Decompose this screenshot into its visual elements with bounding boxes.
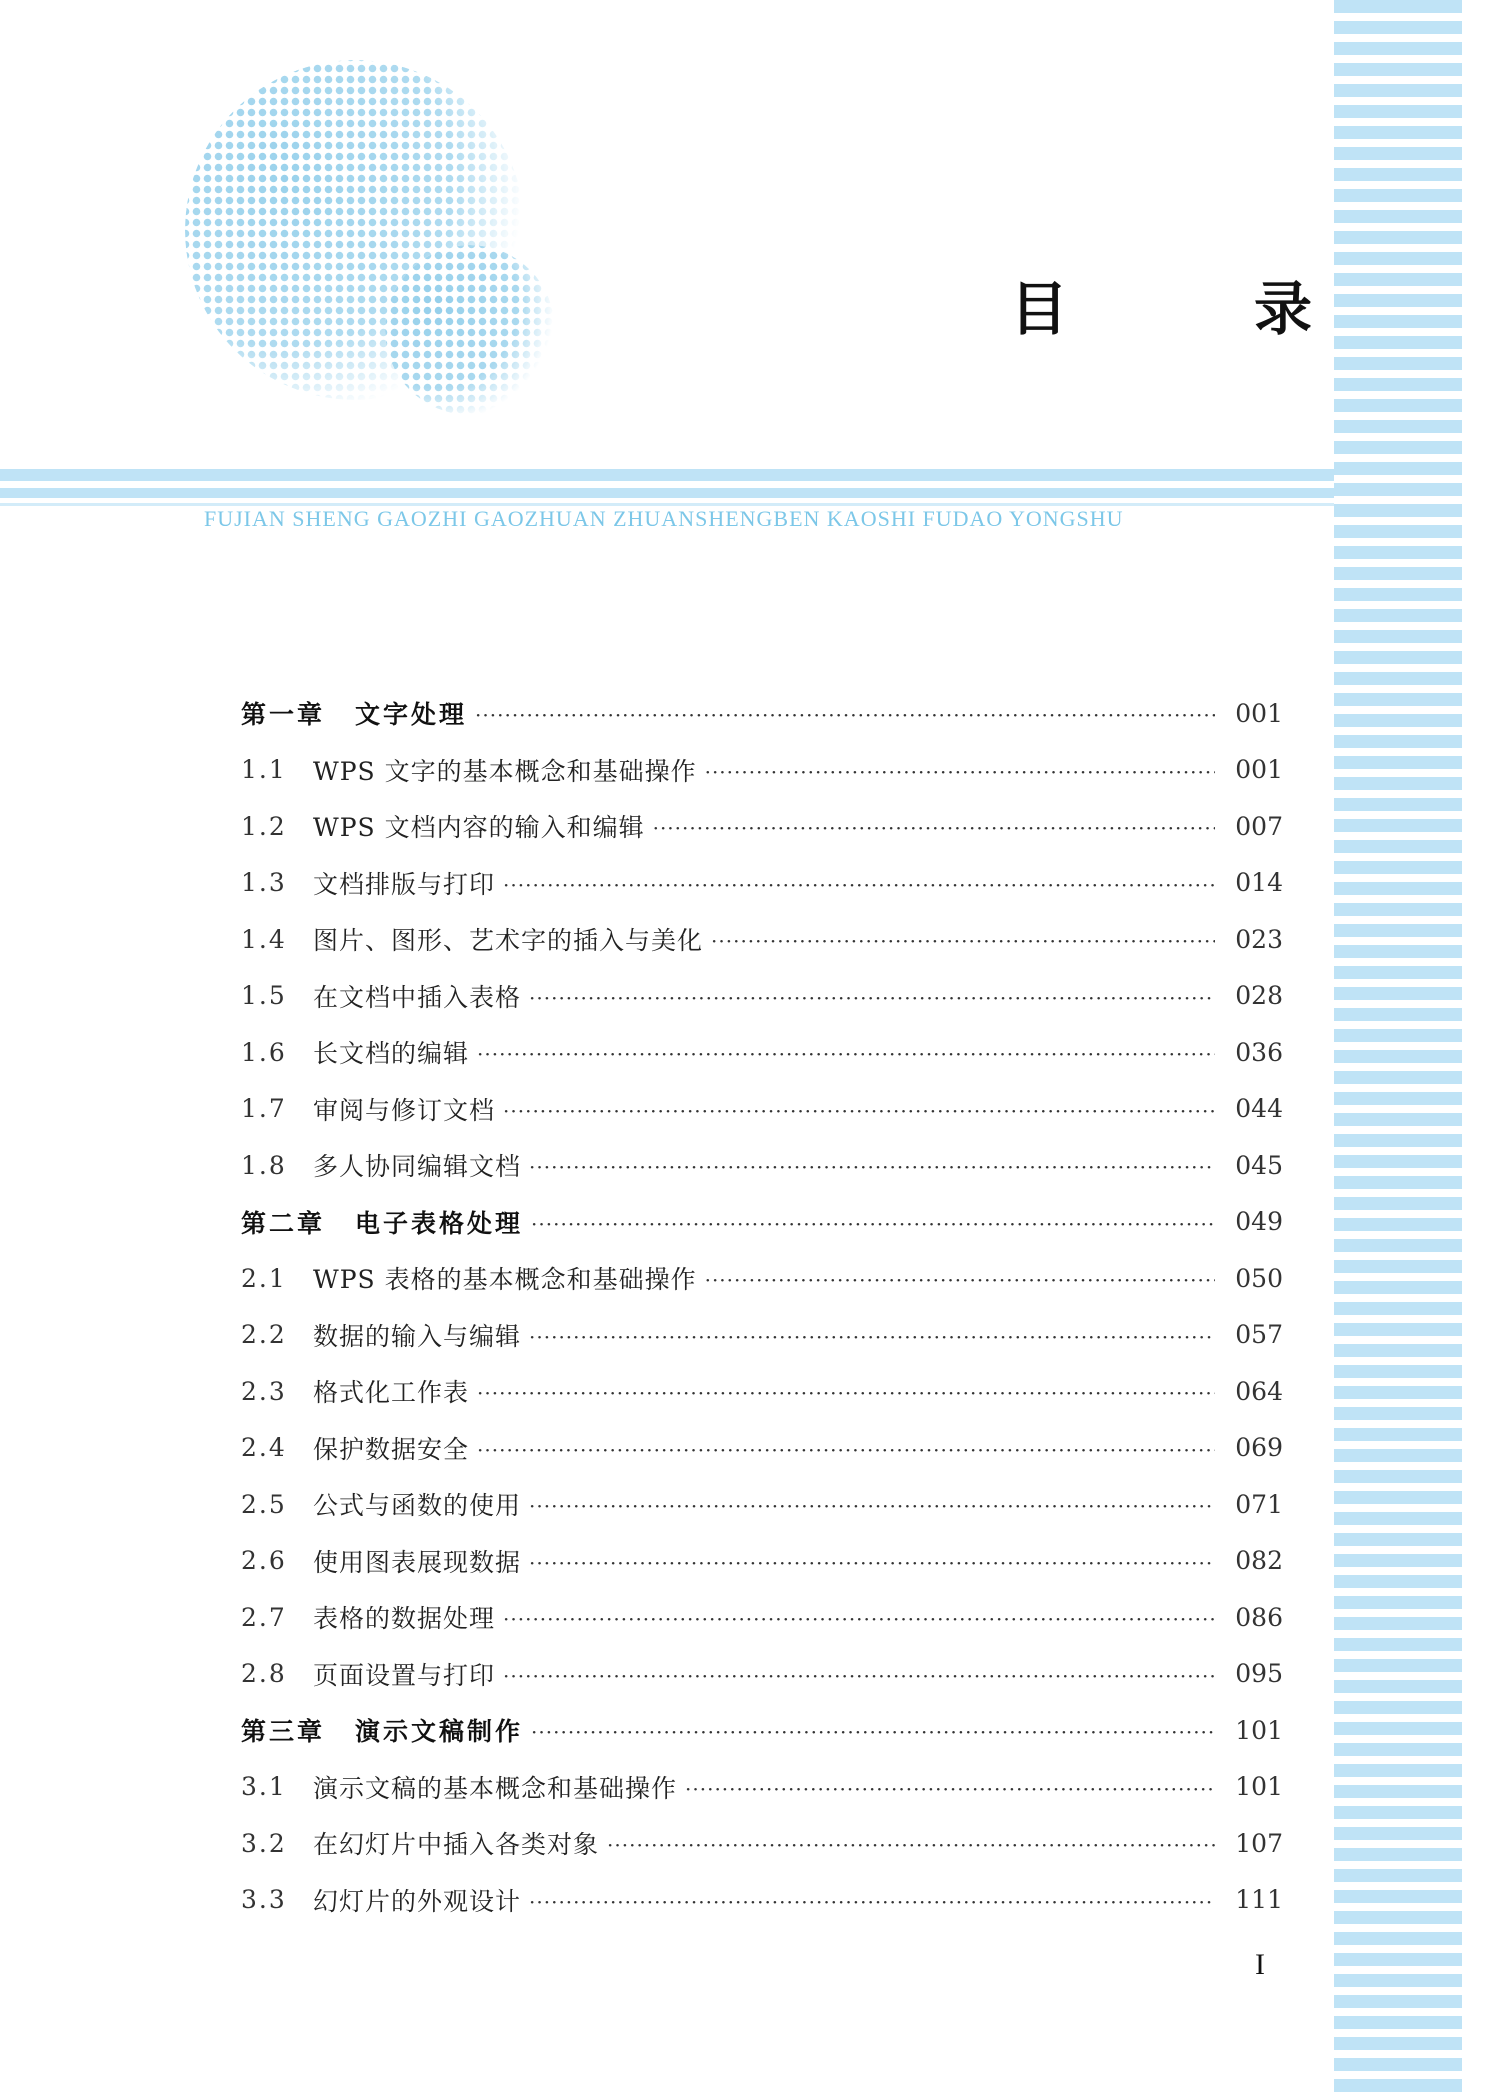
toc-page-number: 049 — [1235, 1207, 1283, 1237]
toc-section-row[interactable] — [241, 1363, 1283, 1420]
toc-chapter-row[interactable] — [241, 1702, 1283, 1759]
section-title: 保护数据安全 — [313, 1434, 470, 1464]
toc-page-number: 082 — [1235, 1546, 1283, 1576]
toc-section-row[interactable] — [241, 1081, 1283, 1138]
page-number: I — [1255, 1948, 1265, 1981]
toc-page-number: 086 — [1235, 1602, 1283, 1632]
section-number: 1.4 — [241, 924, 287, 954]
leader-dots — [529, 1890, 1215, 1914]
chapter-number: 第一章 — [241, 700, 326, 730]
leader-dots — [705, 1268, 1215, 1292]
section-title: 幻灯片的外观设计 — [313, 1886, 522, 1916]
leader-dots — [503, 1607, 1215, 1631]
section-title: WPS 表格的基本概念和基础操作 — [313, 1265, 697, 1295]
toc-page-number: 045 — [1235, 1150, 1283, 1180]
page-title: 目 录 — [1010, 275, 1377, 343]
toc-page-number: 064 — [1235, 1376, 1283, 1406]
series-subtitle: FUJIAN SHENG GAOZHI GAOZHUAN ZHUANSHENGBEN KAOSHI FUDAO YONGSHU — [204, 506, 1124, 531]
leader-dots — [503, 873, 1215, 897]
table-of-contents — [241, 685, 1283, 1928]
section-title: 格式化工作表 — [313, 1378, 470, 1408]
section-title: 在文档中插入表格 — [313, 982, 522, 1012]
toc-section-row[interactable] — [241, 1307, 1283, 1364]
toc-page-number: 071 — [1235, 1489, 1283, 1519]
section-number: 1.2 — [241, 811, 287, 841]
toc-section-row[interactable] — [241, 1024, 1283, 1081]
toc-page-number: 007 — [1235, 811, 1283, 841]
section-number: 2.7 — [241, 1602, 287, 1632]
header-stripe — [0, 469, 1334, 481]
section-number: 1.8 — [241, 1150, 287, 1180]
section-number: 1.7 — [241, 1094, 287, 1124]
section-title: 在幻灯片中插入各类对象 — [313, 1830, 600, 1860]
toc-page-number: 050 — [1235, 1263, 1283, 1293]
toc-page-number: 014 — [1235, 868, 1283, 898]
section-title: 使用图表展现数据 — [313, 1547, 522, 1577]
toc-section-row[interactable] — [241, 1589, 1283, 1646]
section-title: 数据的输入与编辑 — [313, 1321, 522, 1351]
leader-dots — [529, 1494, 1215, 1518]
leader-dots — [705, 760, 1215, 784]
toc-section-row[interactable] — [241, 798, 1283, 855]
toc-section-row[interactable] — [241, 855, 1283, 912]
leader-dots — [531, 1720, 1215, 1744]
toc-section-row[interactable] — [241, 968, 1283, 1025]
section-number: 1.1 — [241, 755, 287, 785]
toc-page-number: 036 — [1235, 1037, 1283, 1067]
toc-chapter-label — [241, 1204, 531, 1240]
toc-page-number: 069 — [1235, 1433, 1283, 1463]
toc-section-row[interactable] — [241, 1759, 1283, 1816]
section-number: 2.8 — [241, 1659, 287, 1689]
section-title: 审阅与修订文档 — [313, 1095, 496, 1125]
leader-dots — [477, 1438, 1215, 1462]
chapter-title: 电子表格处理 — [355, 1208, 524, 1238]
toc-section-row[interactable] — [241, 1420, 1283, 1477]
toc-section-row[interactable] — [241, 1815, 1283, 1872]
section-title: 公式与函数的使用 — [313, 1491, 522, 1521]
toc-section-row[interactable] — [241, 1476, 1283, 1533]
section-number: 1.3 — [241, 868, 287, 898]
toc-page-number: 028 — [1235, 981, 1283, 1011]
leader-dots — [529, 986, 1215, 1010]
toc-section-row[interactable] — [241, 1137, 1283, 1194]
leader-dots — [529, 1325, 1215, 1349]
toc-section-row[interactable] — [241, 1646, 1283, 1703]
chapter-title: 演示文稿制作 — [355, 1717, 524, 1747]
toc-chapter-label — [241, 1712, 531, 1748]
leader-dots — [529, 1155, 1215, 1179]
section-number: 2.4 — [241, 1433, 287, 1463]
toc-chapter-row[interactable] — [241, 685, 1283, 742]
toc-section-row[interactable] — [241, 1872, 1283, 1929]
section-title: 多人协同编辑文档 — [313, 1152, 522, 1182]
section-number: 2.5 — [241, 1489, 287, 1519]
section-number: 3.2 — [241, 1828, 287, 1858]
leader-dots — [477, 1381, 1215, 1405]
section-title: 页面设置与打印 — [313, 1660, 496, 1690]
section-number: 3.1 — [241, 1772, 287, 1802]
section-title: 演示文稿的基本概念和基础操作 — [313, 1773, 678, 1803]
toc-section-row[interactable] — [241, 911, 1283, 968]
leader-dots — [653, 816, 1215, 840]
leader-dots — [607, 1833, 1215, 1857]
leader-dots — [503, 1664, 1215, 1688]
chapter-title: 文字处理 — [355, 700, 468, 730]
toc-section-row[interactable] — [241, 1533, 1283, 1590]
leader-dots — [475, 703, 1215, 727]
toc-page-number: 107 — [1235, 1828, 1283, 1858]
halftone-globe-decoration — [180, 30, 580, 430]
section-number: 2.2 — [241, 1320, 287, 1350]
chapter-number: 第二章 — [241, 1208, 326, 1238]
leader-dots — [711, 929, 1215, 953]
leader-dots — [477, 1042, 1215, 1066]
header-stripe — [0, 488, 1334, 498]
section-number: 1.6 — [241, 1037, 287, 1067]
section-number: 1.5 — [241, 981, 287, 1011]
toc-page-number: 044 — [1235, 1094, 1283, 1124]
toc-page-number: 111 — [1235, 1885, 1283, 1915]
toc-section-row[interactable] — [241, 1250, 1283, 1307]
section-title: 长文档的编辑 — [313, 1039, 470, 1069]
section-number: 2.6 — [241, 1546, 287, 1576]
toc-page-number: 001 — [1235, 698, 1283, 728]
toc-page-number: 101 — [1235, 1772, 1283, 1802]
section-number: 2.1 — [241, 1263, 287, 1293]
toc-page-number: 023 — [1235, 924, 1283, 954]
toc-chapter-row[interactable] — [241, 1194, 1283, 1251]
section-title: WPS 文档内容的输入和编辑 — [313, 813, 645, 843]
section-number: 2.3 — [241, 1376, 287, 1406]
section-title: 文档排版与打印 — [313, 869, 496, 899]
toc-page-number: 101 — [1235, 1715, 1283, 1745]
toc-page-number: 001 — [1235, 755, 1283, 785]
section-title: WPS 文字的基本概念和基础操作 — [313, 756, 697, 786]
leader-dots — [685, 1777, 1215, 1801]
section-title: 表格的数据处理 — [313, 1604, 496, 1634]
section-title: 图片、图形、艺术字的插入与美化 — [313, 926, 704, 956]
leader-dots — [531, 1212, 1215, 1236]
toc-chapter-label — [241, 695, 475, 731]
chapter-number: 第三章 — [241, 1717, 326, 1747]
leader-dots — [503, 1099, 1215, 1123]
section-number: 3.3 — [241, 1885, 287, 1915]
toc-page-number: 095 — [1235, 1659, 1283, 1689]
toc-section-row[interactable] — [241, 742, 1283, 799]
leader-dots — [529, 1551, 1215, 1575]
toc-page-number: 057 — [1235, 1320, 1283, 1350]
